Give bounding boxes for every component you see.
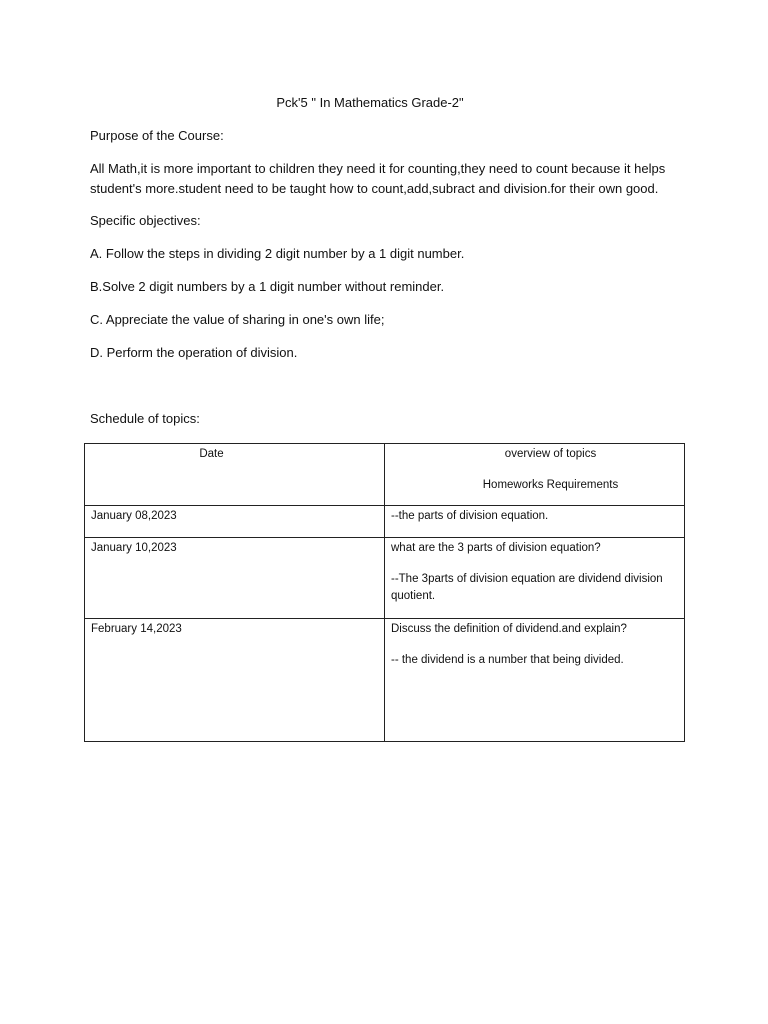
row-date: January 08,2023	[91, 510, 177, 522]
objective-item: B.Solve 2 digit numbers by a 1 digit number without reminder.	[90, 279, 445, 294]
objective-item: D. Perform the operation of division.	[90, 345, 298, 360]
table-row	[85, 538, 685, 619]
table-row	[85, 619, 685, 742]
row-topic-line: --the parts of division equation.	[391, 510, 549, 522]
purpose-heading: Purpose of the Course:	[90, 128, 224, 143]
table-header-cell-overview	[385, 444, 685, 506]
table-header-cell-date	[85, 444, 385, 506]
header-overview-label: overview of topics	[504, 448, 597, 460]
schedule-heading: Schedule of topics:	[90, 411, 200, 426]
header-homework-label: Homeworks Requirements	[482, 479, 619, 491]
table-cell-date	[85, 538, 385, 619]
row-homework-line: --The 3parts of division equation are dividend division quotient.	[391, 573, 663, 602]
objective-item: A. Follow the steps in dividing 2 digit number by a 1 digit number.	[90, 246, 465, 261]
row-topic-line: what are the 3 parts of division equation?	[391, 542, 601, 554]
schedule-table	[84, 443, 685, 742]
document-title: Pck'5 " In Mathematics Grade-2"	[276, 95, 464, 110]
table-cell-topic	[385, 619, 685, 742]
table-row	[85, 506, 685, 538]
table-cell-date	[85, 619, 385, 742]
table-cell-topic	[385, 538, 685, 619]
table-header-row	[85, 444, 685, 506]
row-date: January 10,2023	[91, 542, 177, 554]
row-homework-line: -- the dividend is a number that being divided.	[391, 654, 624, 666]
objectives-heading: Specific objectives:	[90, 213, 201, 228]
header-date-label: Date	[199, 448, 224, 460]
row-topic-line: Discuss the definition of dividend.and explain?	[391, 623, 627, 635]
purpose-text: All Math,it is more important to children they need it for counting,they need to count because it helps student's more.student need to be taught how to count,add,subract and division.for their own good.	[90, 161, 666, 196]
table-cell-date	[85, 506, 385, 538]
objective-item: C. Appreciate the value of sharing in one's own life;	[90, 312, 385, 327]
table-cell-topic	[385, 506, 685, 538]
row-date: February 14,2023	[91, 623, 182, 635]
